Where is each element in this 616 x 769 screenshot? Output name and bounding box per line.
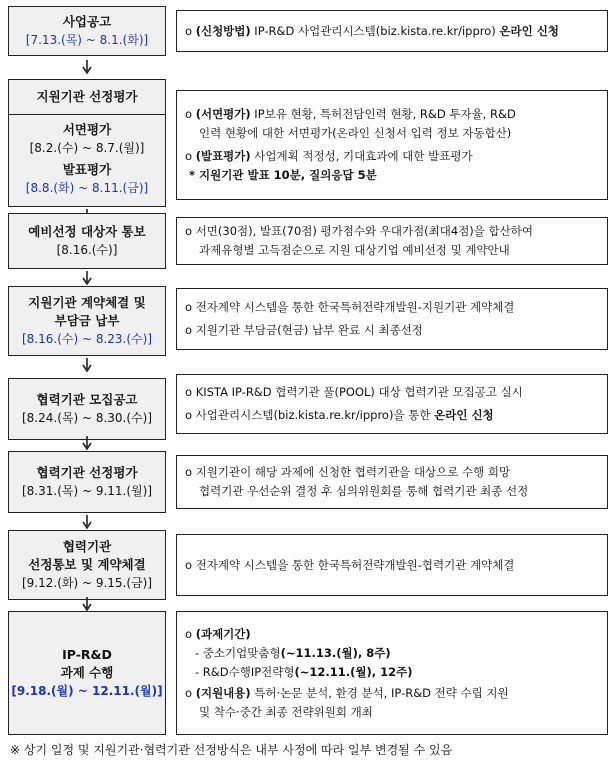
step4-title1: 지원기관 계약체결 및 [28, 295, 146, 310]
step2-title: 지원기관 선정평가 [36, 89, 138, 104]
step7-desc1: o 전자계약 시스템을 통한 한국특허전략개발원-협력기관 계약체결 [185, 557, 515, 572]
step8-desc-box [176, 611, 608, 735]
step3-label-box [8, 213, 166, 269]
step4-date: [8.16.(수) ~ 8.23.(수)] [21, 332, 153, 346]
step3-date: [8.16.(수)] [56, 243, 118, 257]
arrow-down-icon [80, 515, 94, 529]
step3-desc1: o 서면(30점), 발표(70점) 평가점수와 우대가점(최대4점)을 합산하여 [185, 224, 533, 238]
step2-sub1-title: 서면평가 [62, 122, 112, 137]
step5-desc1: o KISTA IP-R&D 협력기관 풀(POOL) 대상 협력기관 모집공고 실시 [185, 385, 523, 399]
arrow-down-icon [80, 271, 94, 285]
step8-desc4: o (지원내용) 특허·논문 분석, 환경 분석, IP-R&D 전략 수립 지원 [185, 685, 509, 700]
step5-desc2: o 사업관리시스템(biz.kista.re.kr/ippro)을 통한 온라인 신청 [185, 408, 494, 422]
step8-title1: IP-R&D [62, 647, 112, 662]
arrow-down-icon [80, 597, 94, 611]
arrow-down-icon [80, 436, 94, 450]
step3-desc-box [176, 217, 608, 265]
arrow-down-icon [80, 60, 94, 74]
step4-desc2: o 지원기관 부담금(현금) 납부 완료 시 최종선정 [185, 323, 423, 337]
step8-title2: 과제 수행 [60, 665, 114, 680]
step8-desc4-cont: 및 착수·중간 최종 전략위원회 개최 [199, 704, 373, 719]
step5-date: [8.24.(목) ~ 8.30.(수)] [21, 411, 153, 425]
step2-sub2-date: [8.8.(화) ~ 8.11.(금)] [25, 181, 149, 195]
step1-label-box [8, 6, 166, 56]
step4-desc-box [176, 288, 608, 350]
step4-title2: 부담금 납부 [54, 313, 120, 328]
step7-date: [9.12.(화) ~ 9.15.(금)] [21, 576, 153, 590]
step6-label-box [8, 451, 166, 513]
step2-desc2: o (발표평가) 사업계획 적정성, 기대효과에 대한 발표평가 [185, 149, 473, 163]
step2-desc-box [176, 90, 608, 200]
step3-title: 예비선정 대상자 통보 [28, 224, 146, 239]
arrow-down-icon [80, 358, 94, 372]
step6-date: [8.31.(목) ~ 9.11.(월)] [21, 484, 153, 498]
step2-desc3: * 지원기관 발표 10분, 질의응답 5분 [189, 168, 377, 182]
step1-desc: o (신청방법) IP-R&D 사업관리시스템(biz.kista.re.kr/ippro) 온라인 신청 [185, 23, 559, 38]
step8-desc2: - 중소기업맞춤형(~11.13.(월), 8주) [195, 645, 391, 660]
step7-title1: 협력기관 [62, 539, 112, 554]
step8-label-box [8, 611, 166, 735]
step2-sub1-date: [8.2.(수) ~ 8.7.(월)] [29, 141, 145, 155]
step8-desc3: - R&D수행IP전략형(~12.11.(월), 12주) [195, 664, 413, 679]
step2-desc1: o (서면평가) IP보유 현황, 특허전담인력 현황, R&D 투자율, R&D [185, 107, 516, 121]
step4-desc1: o 전자계약 시스템을 통한 한국특허전략개발원-지원기관 계약체결 [185, 300, 515, 314]
step6-desc2: 협력기관 우선순위 결정 후 심의위원회를 통해 협력기관 최종 선정 [199, 484, 529, 498]
step2-label-box [8, 79, 166, 207]
step5-label-box [8, 378, 166, 440]
step6-desc1: o 지원기관이 해당 과제에 신청한 협력기관을 대상으로 수행 희망 [185, 465, 511, 479]
step5-title: 협력기관 모집공고 [36, 392, 138, 407]
step7-title2: 선정통보 및 계약체결 [28, 557, 146, 572]
footnote: ※ 상기 일정 및 지원기관·협력기관 선정방식은 내부 사정에 따라 일부 변경될 수 있음 [10, 743, 453, 757]
step6-title: 협력기관 선정평가 [36, 465, 138, 480]
step7-desc-box [176, 534, 608, 596]
step6-desc-box [176, 455, 608, 509]
step1-date: [7.13.(목) ~ 8.1.(화)] [25, 33, 149, 47]
step8-date: [9.18.(월) ~ 12.11.(월)] [11, 684, 163, 698]
step2-desc1-cont: 인력 현황에 대한 서면평가(온라인 신청서 입력 정보 자동합산) [199, 126, 512, 140]
step2-sub2-title: 발표평가 [62, 162, 112, 177]
step4-label-box [8, 286, 166, 356]
step3-desc2: 과제유형별 고득점순으로 지원 대상기업 예비선정 및 계약안내 [199, 243, 510, 257]
step5-desc-box [176, 374, 608, 434]
step8-desc1: o (과제기간) [185, 626, 251, 641]
step7-label-box [8, 530, 166, 600]
step1-title: 사업공고 [62, 14, 112, 29]
step1-desc-box [176, 10, 608, 52]
